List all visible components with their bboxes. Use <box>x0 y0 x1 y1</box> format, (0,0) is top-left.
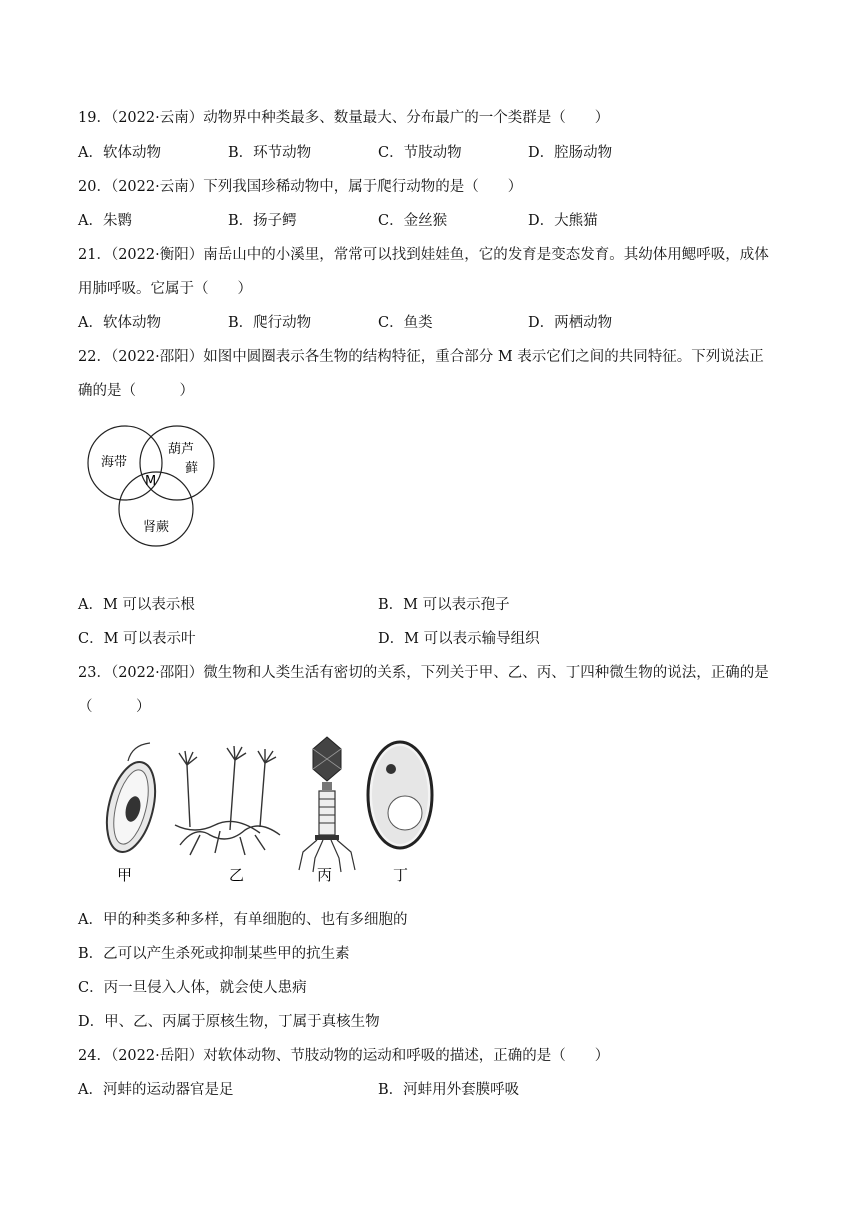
label-ding: 丁 <box>393 866 409 884</box>
q24-option-b: B．河蚌用外套膜呼吸 <box>378 1082 520 1098</box>
venn-label-kelp: 海带 <box>101 455 128 470</box>
q19-option-d: D．腔肠动物 <box>528 145 613 161</box>
q23-option-c: C．丙一旦侵入人体，就会使人患病 <box>78 980 307 996</box>
venn-label-fern: 肾蕨 <box>143 520 170 535</box>
venn-label-moss: 藓 <box>185 461 199 476</box>
q23-option-a: A．甲的种类多种多样，有单细胞的、也有多细胞的 <box>78 912 408 928</box>
microbe-figure <box>95 735 445 890</box>
q22-stem-line1: 22．（2022·邵阳）如图中圆圈表示各生物的结构特征，重合部分 M 表示它们之间的共同特征。下列说法正 <box>78 349 764 365</box>
q23-stem-line2: （ ） <box>78 699 151 715</box>
yeast-illustration <box>368 742 432 848</box>
q22-option-c: C．M 可以表示叶 <box>78 631 196 647</box>
label-jia: 甲 <box>117 866 133 884</box>
q23-option-b: B．乙可以产生杀死或抑制某些甲的抗生素 <box>78 946 350 962</box>
q23-stem-line1: 23．（2022·邵阳）微生物和人类生活有密切的关系，下列关于甲、乙、丙、丁四种微生物的说法，正确的是 <box>78 665 769 681</box>
q24-stem: 24．（2022·岳阳）对软体动物、节肢动物的运动和呼吸的描述，正确的是（ ） <box>78 1048 610 1064</box>
q19-stem: 19．（2022·云南）动物界中种类最多、数量最大、分布最广的一个类群是（ ） <box>78 110 610 126</box>
q20-stem: 20．（2022·云南）下列我国珍稀动物中，属于爬行动物的是（ ） <box>78 179 523 195</box>
q21-stem-line2: 用肺呼吸。它属于（ ） <box>78 281 252 297</box>
q21-option-c: C．鱼类 <box>378 315 433 331</box>
q20-option-b: B．扬子鳄 <box>228 213 297 229</box>
q22-option-b: B．M 可以表示孢子 <box>378 597 510 613</box>
q24-option-a: A．河蚌的运动器官是足 <box>78 1082 234 1098</box>
label-yi: 乙 <box>229 866 245 884</box>
venn-diagram <box>85 425 225 550</box>
q19-option-b: B．环节动物 <box>228 145 312 161</box>
q20-option-d: D．大熊猫 <box>528 213 598 229</box>
q21-stem-line1: 21．（2022·衡阳）南岳山中的小溪里，常常可以找到娃娃鱼，它的发育是变态发育。其幼体用鳃呼吸，成体 <box>78 247 769 263</box>
bacteriophage-illustration <box>299 737 355 872</box>
q21-option-a: A．软体动物 <box>78 315 161 331</box>
q19-option-a: A．软体动物 <box>78 145 161 161</box>
q21-option-b: B．爬行动物 <box>228 315 312 331</box>
mold-illustration <box>175 746 280 855</box>
q22-stem-line2: 确的是（ ） <box>78 383 194 399</box>
q22-option-d: D．M 可以表示输导组织 <box>378 631 540 647</box>
q21-option-d: D．两栖动物 <box>528 315 613 331</box>
q23-option-d: D．甲、乙、丙属于原核生物，丁属于真核生物 <box>78 1014 380 1030</box>
q20-option-c: C．金丝猴 <box>378 213 448 229</box>
q19-option-c: C．节肢动物 <box>378 145 462 161</box>
q20-option-a: A．朱鹮 <box>78 213 132 229</box>
venn-label-funaria: 葫芦 <box>168 442 195 457</box>
q22-option-a: A．M 可以表示根 <box>78 597 195 613</box>
label-bing: 丙 <box>317 866 333 884</box>
bacterium-illustration <box>99 743 164 857</box>
venn-label-m: M <box>145 474 157 489</box>
